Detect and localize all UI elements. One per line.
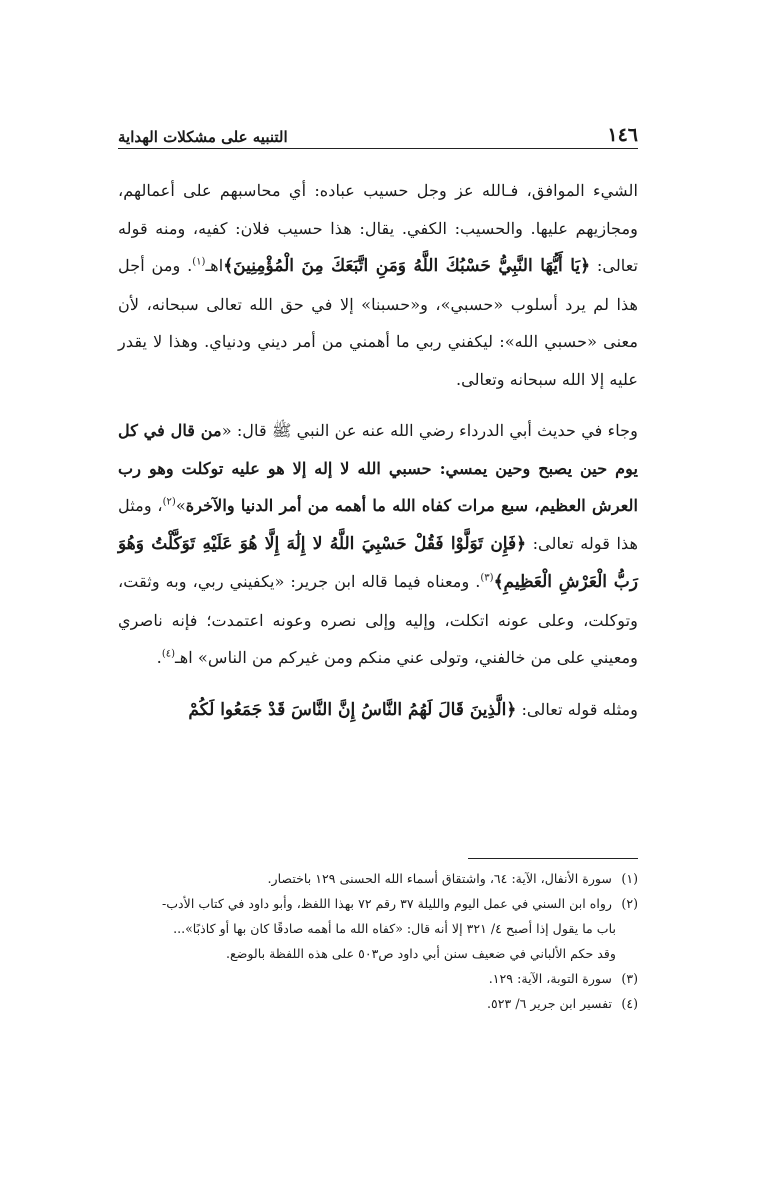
footnote-text: سورة الأنفال، الآية: ٦٤، واشتقاق أسماء الله الحسنى ١٢٩ باختصار. <box>267 871 612 886</box>
footnote-ref-3: (٣) <box>480 572 494 584</box>
paragraph-1 <box>118 172 638 398</box>
footnote-4 <box>118 991 638 1016</box>
p2-text-5: . <box>156 648 162 667</box>
p2-text-1: وجاء في حديث أبي الدرداء رضي الله عنه عن النبي ﷺ قال: « <box>221 421 638 440</box>
footnote-text: تفسير ابن جرير ٦/ ٥٢٣. <box>487 996 612 1011</box>
p1-text-2: اهـ <box>205 256 224 275</box>
footnote-2 <box>118 891 638 916</box>
header-divider <box>118 148 638 149</box>
footnote-text: سورة التوبة، الآية: ١٢٩. <box>488 971 612 986</box>
main-text <box>118 172 638 729</box>
page-number: ١٤٦ <box>607 124 638 146</box>
quran-verse-2: ﴿فَإِن تَوَلَّوْا فَقُلْ حَسْبِيَ اللَّهُ لا إِلَٰهَ إِلَّا هُوَ عَلَيْهِ تَوَكَّلْتُ وَهُوَ رَبُّ الْعَرْشِ الْعَظِيمِ﴾ <box>118 533 638 592</box>
quran-verse-1: ﴿يَا أَيُّهَا النَّبِيُّ حَسْبُكَ اللَّهُ وَمَنِ اتَّبَعَكَ مِنَ الْمُؤْمِنِينَ﴾ <box>223 256 591 276</box>
footnote-text: باب ما يقول إذا أصبح ٤/ ٣٢١ إلا أنه قال: «كفاه الله ما أهمه صادقًا كان بها أو كاذبًا»... <box>173 921 616 936</box>
running-header <box>118 112 638 146</box>
footnote-text: وقد حكم الألباني في ضعيف سنن أبي داود ص٥٠٣ على هذه اللفظة بالوضع. <box>226 946 616 961</box>
footnote-number: (٤) <box>621 996 638 1011</box>
footnote-number: (٣) <box>621 971 638 986</box>
footnote-number: (١) <box>621 871 638 886</box>
p2-text-2: » <box>175 496 186 515</box>
paragraph-3 <box>118 691 638 730</box>
footnotes <box>118 866 638 1016</box>
p2-text-4: . ومعناه فيما قاله ابن جرير: «يكفيني ربي، وبه وثقت، وتوكلت، وعلى عونه اتكلت، وإليه وإلى نصره وعونه اعتمدت؛ فإنه ناصري ومعيني على من خالفني، وتولى عني منكم ومن غيركم من الناس» اهـ <box>118 572 638 667</box>
quran-verse-3: ﴿الَّذِينَ قَالَ لَهُمُ النَّاسُ إِنَّ النَّاسَ قَدْ جَمَعُوا لَكُمْ <box>188 699 517 720</box>
footnote-ref-1: (١) <box>192 256 206 268</box>
footnote-number: (٢) <box>621 896 638 911</box>
p2-text-3: ، ومثل هذا قوله تعالى: <box>118 496 638 553</box>
footnote-text: رواه ابن السني في عمل اليوم والليلة ٣٧ رقم ٧٢ بهذا اللفظ، وأبو داود في كتاب الأدب- <box>161 896 612 911</box>
footnote-ref-2: (٢) <box>162 496 176 508</box>
p1-text-1: الشيء الموافق، فـالله عز وجل حسيب عباده: أي محاسبهم على أعمالهم، ومجازيهم عليها. والحسيب: الكفي. يقال: هذا حسيب فلان: كفيه، ومنه قوله تعالى: <box>118 181 639 275</box>
footnote-2-cont-1 <box>118 916 638 941</box>
footnote-divider <box>468 858 638 859</box>
p3-text-1: ومثله قوله تعالى: <box>521 699 638 719</box>
footnote-ref-4: (٤) <box>161 648 175 660</box>
footnote-3 <box>118 966 638 991</box>
book-title: التنبيه على مشكلات الهداية <box>118 128 288 146</box>
hadith-text: من قال في كل يوم حين يصبح وحين يمسي: حسبي الله لا إله إلا هو عليه توكلت وهو رب العرش العظيم، سبع مرات كفاه الله ما أهمه من أمر الدنيا والآخرة <box>118 421 638 515</box>
paragraph-2 <box>118 412 638 677</box>
footnote-1 <box>118 866 638 891</box>
footnote-2-cont-2 <box>118 941 638 966</box>
p1-text-3: . ومن أجل هذا لم يرد أسلوب «حسبي»، و«حسبنا» إلا في حق الله تعالى سبحانه، لأن معنى «حسبي الله»: ليكفني ربي ما أهمني من أمر ديني ودنياي. وهذا لا يقدر عليه إلا الله سبحانه وتعالى. <box>118 256 638 389</box>
